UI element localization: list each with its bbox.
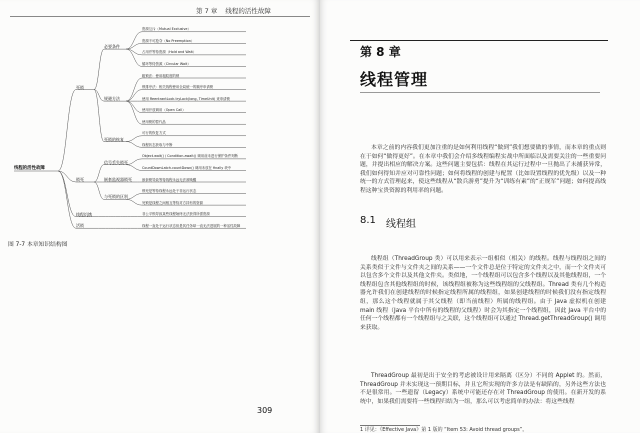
mind-map-connector bbox=[126, 78, 142, 101]
mind-map-subtopic: 必要条件 bbox=[104, 44, 120, 50]
mind-map-branch: 线程饥饿 bbox=[76, 211, 92, 217]
mind-map-leaf: 占用并等待资源（Hold and Wait） bbox=[142, 50, 197, 55]
page-number: 309 bbox=[257, 406, 273, 415]
mind-map-root: 线程的活性故障 bbox=[14, 166, 45, 171]
mind-map-leaf: CountDownLatch.countDown() 调用未放在 finally 块中 bbox=[142, 165, 232, 170]
mind-map-connector bbox=[94, 49, 104, 89]
section-number: 8.1 bbox=[360, 215, 376, 226]
mind-map-connector bbox=[126, 142, 142, 148]
mind-map-leaf: Object.wait() / Condition.await() 调用前未进行保护条件判断 bbox=[142, 154, 239, 159]
mind-map-connector bbox=[126, 101, 142, 113]
mind-map-leaf: 死锁是线程之间相互等待对方持有的资源 bbox=[142, 200, 204, 205]
mind-map-leaf: 嵌套锁导致等待线程永远无法被唤醒 bbox=[142, 177, 197, 182]
mind-map-connector bbox=[126, 136, 142, 142]
mind-map-subtopic: 规避方法 bbox=[104, 96, 120, 102]
mind-map-leaf: 资源互斥（Mutual Exclusive） bbox=[142, 27, 191, 32]
section-title: 线程组 bbox=[386, 219, 416, 230]
mind-map-connector bbox=[126, 199, 142, 205]
section-paragraph-1: 线程组（ThreadGroup 类）可以用来表示一组相似（相关）的线程。线程与线程组之间的关系类似于文件与文件夹之间的关系——一个文件总是位于特定的文件夹之中，而一个文件夹可以包含多个文件以及其他文件夹。类似地，一个线程组可以包含多个线程以及其他线程组，一个线程组包含其他线程组的时候，该线程组被称为这些线程组的父线程组。Thread 类有几个构造器允许我们在创建线程的时候指定线程所属的线程组，如果创建线程的时候我们没有指定线程组，那么这个线程就属于其父线程（即当前线程）所属的线程组。由于 Java 虚拟机在创建 main 线程（Java 平台中所有的线程的父线程）时会为其指定一个线程组，因此 Java 平台中的任何一个线程都有一个线程组与之关联，这个线程组可以通过 Thread.getThreadGroup() 调用来获取。 bbox=[360, 256, 606, 331]
chapter-title: 线程管理 bbox=[360, 70, 429, 89]
mind-map-branch: 死锁 bbox=[76, 84, 84, 90]
mind-map-leaf: 使用开放调用（Open Call） bbox=[142, 108, 186, 113]
mind-map-connector bbox=[58, 90, 76, 171]
chapter-title-rule bbox=[360, 92, 600, 93]
mind-map-connector bbox=[126, 159, 142, 165]
mind-map-leaf: 锁排序法：相关线程使用全局统一的顺序申请锁 bbox=[142, 85, 214, 90]
mind-map-leaf: 循环等待资源（Circular Wait） bbox=[142, 61, 191, 66]
running-header-chapter: 第 7 章 bbox=[196, 7, 218, 15]
right-page bbox=[320, 0, 640, 433]
mind-map-leaf: 线程一直处于运行状态但是其任务却一直无法进展的一种活性故障 bbox=[142, 223, 241, 228]
figure-caption: 图 7-7 本章知识结构图 bbox=[8, 242, 68, 248]
mind-map-connector bbox=[126, 90, 142, 102]
chapter-label: 第 8 章 bbox=[360, 45, 401, 59]
mind-map-branch: 活锁 bbox=[76, 223, 84, 229]
mind-map-leaf: 线程状态获取与中断 bbox=[142, 142, 173, 147]
footnote: 1 详见：《Effective Java》第 1 版的 “Item 53: Avoid thread groups”。 bbox=[360, 427, 528, 433]
mind-map-connector bbox=[58, 171, 76, 217]
mind-map-subtopic: 与死锁的区别 bbox=[104, 194, 128, 200]
mind-map-subtopic: 信号丢失锁死 bbox=[104, 159, 128, 165]
mind-map-leaf: 使用锁的替代品 bbox=[142, 119, 166, 124]
mind-map-connector bbox=[126, 165, 142, 171]
intro-paragraph: 本章之前的内容我们更加注重的是如何利用线程“做到”我们想要做的事情，而本章的重点则在于如何“做得更好”。在本章中我们会介绍多线程编程实战中所面临以及需要关注的一些重要问题，并提出相应的解决方案。这些问题主要包括：线程在其运行过程中一旦抛出了未捕获异常，我们如何得知并应对可靠性问题；如何将线程的创建与配置（比如设置线程的优先级）以及一种统一的方式管理起来，使这些线程从“散兵游勇”提升为“训练有素”的“正规军”问题；如何提高线程这种宝贵资源的利用率的问题。 bbox=[360, 145, 606, 194]
mind-map-connector bbox=[94, 90, 104, 102]
mind-map-subtopic: 嵌套监视器锁死 bbox=[104, 177, 132, 182]
mind-map-leaf: 资源不可抢夺（No Preemption） bbox=[142, 38, 195, 43]
mind-map-connector bbox=[58, 171, 76, 228]
mind-map-branch: 锁死 bbox=[76, 177, 84, 182]
section-paragraph-2: ThreadGroup 最初是出于安全的考虑被设计用来隔离（区分）不同的 Applet 的。然而，ThreadGroup 并未实现这一预期目标，并且它所实现的许多方法是有缺陷的，另外这些方法也不是很常用。一些遗留（Legacy）系统中可能还存在对 ThreadGroup 的使用。在新开发的系统中，如果我们需要将一些线程归结为一组，那么可以考虑简单的办法：将这些线程 bbox=[360, 373, 606, 405]
mind-map-connector bbox=[94, 182, 104, 199]
mind-map-subtopic: 死锁的恢复 bbox=[104, 136, 124, 142]
mind-map-connector bbox=[94, 165, 104, 182]
mind-map-connector bbox=[126, 101, 142, 124]
chapter-top-rule bbox=[350, 40, 608, 41]
mind-map-leaf: 使用 ReentrantLock.tryLock(long, TimeUnit) 来申请锁 bbox=[142, 96, 230, 101]
mind-map-connector bbox=[126, 194, 142, 200]
mind-map-leaf: 粗锁法：使用粗粒度的锁 bbox=[142, 73, 180, 78]
mind-map-connector bbox=[94, 90, 104, 142]
running-header-title: 线程的活性故障 bbox=[225, 7, 271, 15]
mind-map-leaf: 锁死是等待线程永远处于非运行状态 bbox=[142, 189, 197, 194]
mind-map-leaf: 可行的恢复方式 bbox=[142, 131, 166, 136]
mind-map-leaf: 非公平锁导致某些线程始终无法获得所需资源 bbox=[142, 212, 210, 217]
